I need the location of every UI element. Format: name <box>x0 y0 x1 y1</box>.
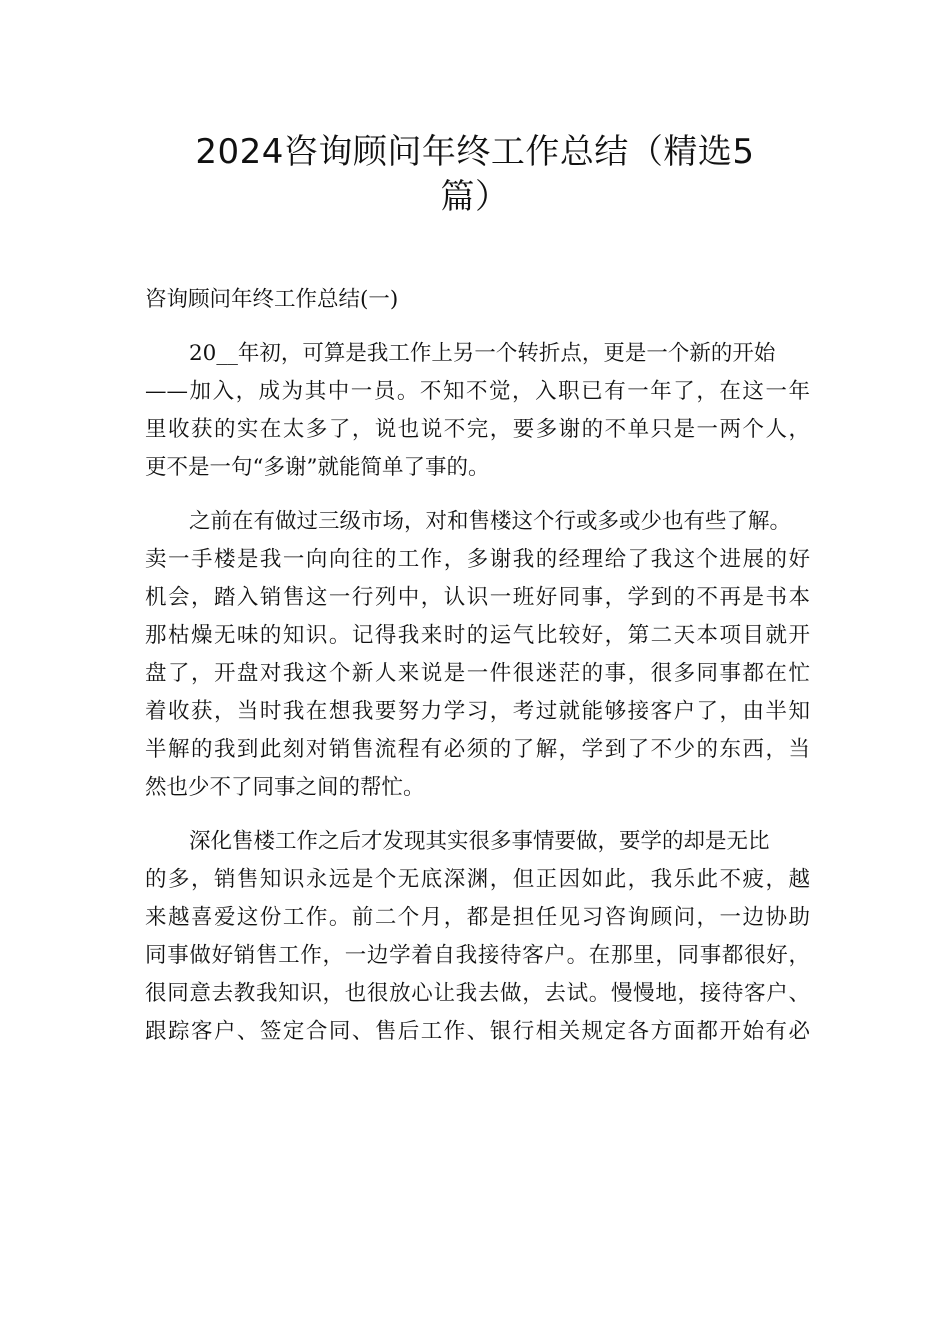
text-line: 半解的我到此刻对销售流程有必须的了解，学到了不少的东西，当 <box>145 737 810 762</box>
text-line: 里收获的实在太多了，说也说不完，要多谢的不单只是一两个人， <box>145 417 810 442</box>
text-line: 很同意去教我知识，也很放心让我去做，去试。慢慢地，接待客户、 <box>145 981 810 1006</box>
title-line: 篇） <box>440 177 510 217</box>
document-title <box>130 130 820 220</box>
text-line: 着收获，当时我在想我要努力学习，考过就能够接客户了，由半知 <box>145 699 810 724</box>
text-line: 的多，销售知识永远是个无底深渊，但正因如此，我乐此不疲，越 <box>145 867 810 892</box>
paragraph-spacer <box>145 487 810 503</box>
text-line: 之前在有做过三级市场，对和售楼这个行或多或少也有些了解。 <box>189 509 792 534</box>
text-line: 来越喜爱这份工作。前二个月，都是担任见习咨询顾问，一边协助 <box>145 905 810 930</box>
text-line: 然也少不了同事之间的帮忙。 <box>145 775 425 800</box>
paragraph-spacer <box>145 807 810 823</box>
text-line: 深化售楼工作之后才发现其实很多事情要做，要学的却是无比 <box>189 829 770 854</box>
text-line: 跟踪客户、签定合同、售后工作、银行相关规定各方面都开始有必 <box>145 1019 810 1044</box>
document-body <box>145 281 810 1051</box>
text-line: 机会，踏入销售这一行列中，认识一班好同事，学到的不再是书本 <box>145 585 810 610</box>
section-heading: 咨询顾问年终工作总结(一) <box>145 287 399 312</box>
paragraph-3 <box>145 823 810 1051</box>
text-line: 更不是一句“多谢”就能简单了事的。 <box>145 455 490 480</box>
title-line: 2024咨询顾问年终工作总结（精选5 <box>195 132 755 172</box>
paragraph-2 <box>145 503 810 807</box>
text-line: 那枯燥无味的知识。记得我来时的运气比较好，第二天本项目就开 <box>145 623 810 648</box>
text-line: ——加入，成为其中一员。不知不觉，入职已有一年了，在这一年 <box>145 379 810 404</box>
paragraph-spacer <box>145 319 810 335</box>
text-line: 卖一手楼是我一向向往的工作，多谢我的经理给了我这个进展的好 <box>145 547 810 572</box>
paragraph-1 <box>145 335 810 487</box>
text-line: 20__年初，可算是我工作上另一个转折点，更是一个新的开始 <box>189 341 776 366</box>
text-line: 同事做好销售工作，一边学着自我接待客户。在那里，同事都很好， <box>145 943 810 968</box>
text-line: 盘了，开盘对我这个新人来说是一件很迷茫的事，很多同事都在忙 <box>145 661 810 686</box>
